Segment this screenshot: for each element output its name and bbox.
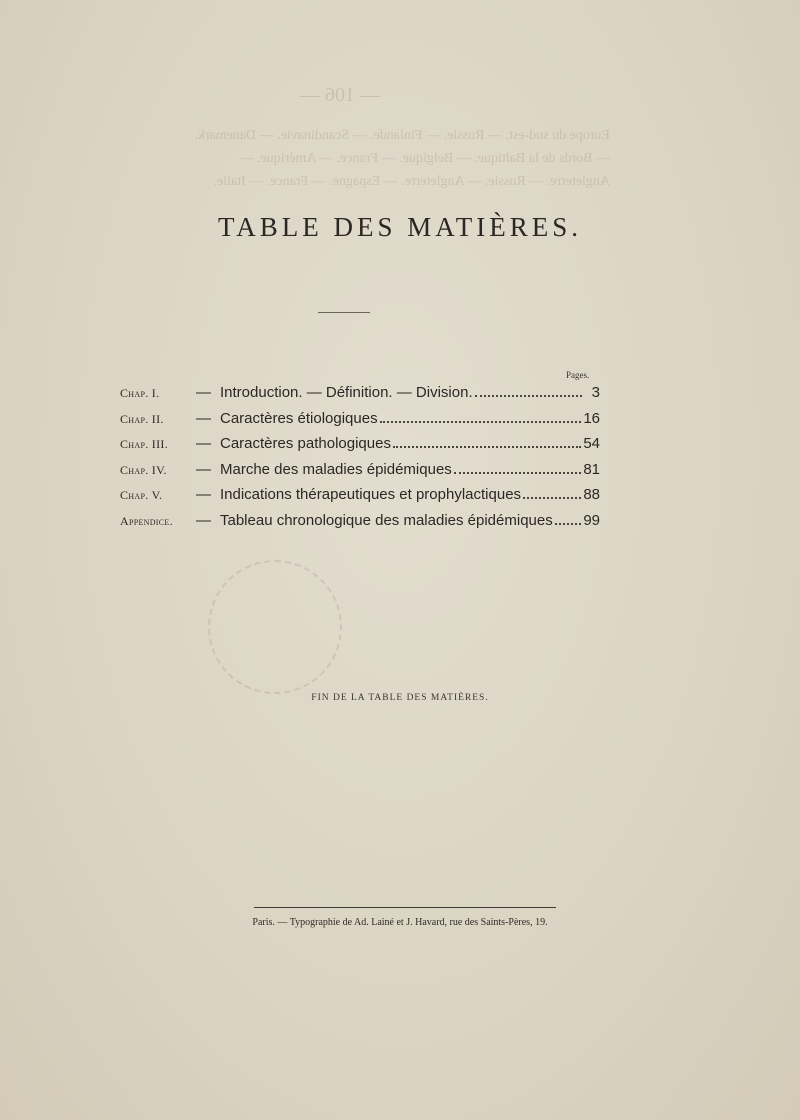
toc-page-number: 81: [583, 460, 600, 478]
toc-dash: —: [196, 511, 211, 529]
toc-page-number: 99: [583, 511, 600, 529]
toc-leader-dots: [393, 436, 581, 448]
toc-dash: —: [196, 409, 211, 427]
page-title: TABLE DES MATIÈRES.: [217, 212, 583, 242]
toc-title: Marche des maladies épidémiques: [220, 460, 452, 478]
toc-dash: —: [196, 460, 211, 478]
toc-chapter-label: Chap. V.: [120, 488, 163, 503]
toc-title: Introduction. — Définition. — Division.: [220, 384, 473, 401]
toc-entry[interactable]: [120, 461, 600, 487]
end-of-table-note: FIN DE LA TABLE DES MATIÈRES.: [311, 693, 489, 703]
toc-chapter-label: Chap. I.: [120, 386, 160, 400]
toc-chapter-label: Chap. II.: [120, 411, 164, 426]
toc-entry[interactable]: [120, 435, 600, 461]
library-stamp: [208, 560, 342, 694]
toc-leader-dots: [555, 513, 582, 525]
toc-dash: —: [196, 486, 211, 504]
pages-column-header: Pages.: [566, 370, 590, 380]
toc-page-number: 54: [583, 435, 600, 453]
toc-dash: —: [196, 435, 211, 453]
table-of-contents: [120, 384, 600, 538]
toc-leader-dots: [380, 411, 582, 423]
footer-rule: [254, 907, 556, 908]
toc-leader-dots: [475, 385, 582, 397]
printer-imprint: Paris. — Typographie de Ad. Lainé et J. Havard, rue des Saints-Pères, 19.: [252, 917, 548, 928]
bleed-through-page-number: — 106 —: [300, 84, 380, 106]
toc-title: Indications thérapeutiques et prophylactiques: [220, 486, 522, 504]
toc-entry[interactable]: [120, 486, 600, 512]
toc-leader-dots: [454, 462, 582, 474]
toc-entry[interactable]: [120, 410, 600, 436]
toc-leader-dots: [523, 487, 581, 499]
toc-page-number: 3: [591, 384, 600, 401]
toc-chapter-label: Appendice.: [120, 513, 173, 528]
toc-page-number: 88: [583, 486, 600, 504]
toc-title: Caractères étiologiques: [220, 409, 378, 427]
toc-entry[interactable]: [120, 512, 600, 538]
toc-chapter-label: Chap. III.: [120, 437, 168, 452]
bleed-through-text: Europe du sud-est. — Russie. — Finlande. — Scandinavie. — Danemark. — Bords de la Baltique. — Belgique. — France. — Amérique. — Angleterre. — Russie. — Angleterre. — Espagne. — France. — Italie.: [194, 128, 610, 189]
toc-dash: —: [196, 384, 211, 401]
toc-title: Caractères pathologiques: [220, 435, 391, 453]
toc-chapter-label: Chap. IV.: [120, 462, 167, 477]
title-rule: [318, 312, 370, 313]
toc-title: Tableau chronologique des maladies épidémiques: [220, 511, 553, 529]
toc-entry[interactable]: [120, 384, 600, 410]
toc-page-number: 16: [583, 409, 600, 427]
